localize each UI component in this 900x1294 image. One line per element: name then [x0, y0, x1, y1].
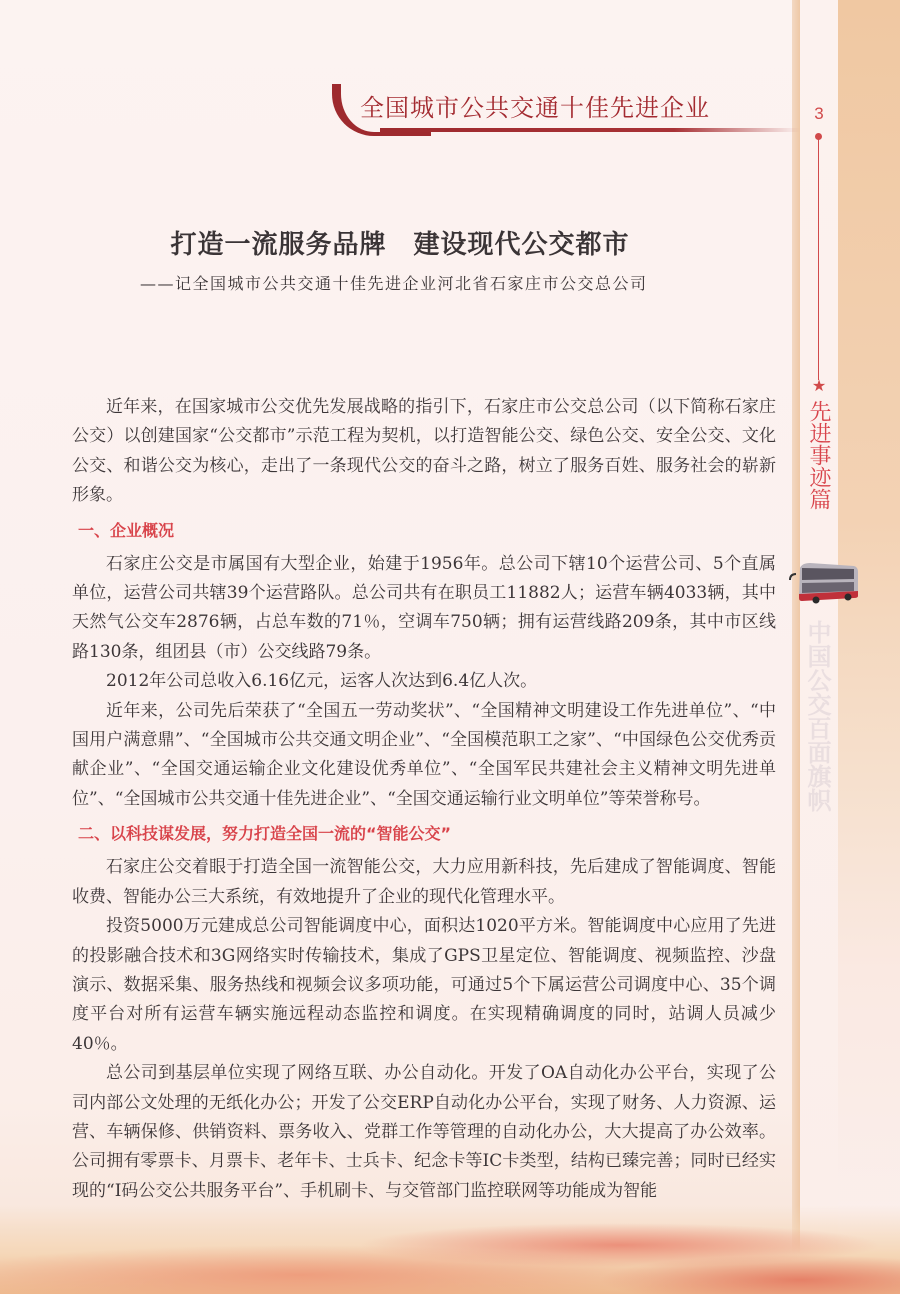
paragraph: 石家庄公交是市属国有大型企业，始建于1956年。总公司下辖10个运营公司、5个直属单位，运营公司共辖39个运营路队。总公司共有在职员工11882人；运营车辆4033辆，其中天然气公交车2876辆，占总车数的71％，空调车750辆；拥有运营线路209条，其中市区线路130条，组团县（市）公交线路79条。 — [72, 553, 776, 662]
star-icon: ★ — [811, 376, 827, 395]
page-number: 3 — [814, 104, 824, 123]
bus-icon — [788, 560, 860, 606]
article-body — [72, 393, 776, 1206]
paragraph: 总公司到基层单位实现了网络互联、办公自动化。开发了OA自动化办公平台，实现了公司内部公文处理的无纸化办公；开发了公交ERP自动化办公平台，实现了财务、人力资源、运营、车辆保修、供销资料、票务收入、党群工作等管理的自动化办公，大大提高了办公效率。公司拥有零票卡、月票卡、老年卡、士兵卡、纪念卡等IC卡类型，结构已臻完善；同时已经实现的“I码公交公共服务平台”、手机刷卡、与交管部门监控联网等功能成为智能 — [72, 1063, 776, 1201]
section-category-title: 先进事迹篇 — [806, 400, 831, 510]
paragraph: 投资5000万元建成总公司智能调度中心，面积达1020平方米。智能调度中心应用了先进的投影融合技术和3G网络实时传输技术，集成了GPS卫星定位、智能调度、视频监控、沙盘演示、数据采集、服务热线和视频会议多项功能，可通过5个下属运营公司调度中心、35个调度平台对所有运营车辆实施远程动态监控和调度。在实现精确调度的同时，站调人员减少40％。 — [72, 916, 776, 1054]
paragraph: 近年来，公司先后荣获了“全国五一劳动奖状”、“全国精神文明建设工作先进单位”、“中国用户满意鼎”、“全国城市公共交通文明企业”、“全国模范职工之家”、“中国绿色公交优秀贡献企业”、“全国交通运输企业文化建设优秀单位”、“全国军民共建社会主义精神文明先进单位”、“全国城市公共交通十佳先进企业”、“全国交通运输行业文明单位”等荣誉称号。 — [72, 700, 776, 809]
header-underline — [380, 128, 800, 132]
side-watermark: 中国公交百面旗帜 — [803, 620, 831, 812]
sidebar-rule — [818, 136, 819, 380]
article-subtitle: ——记全国城市公共交通十佳先进企业河北省石家庄市公交总公司 — [140, 274, 648, 293]
intro-paragraph: 近年来，在国家城市公交优先发展战略的指引下，石家庄市公交总公司（以下简称石家庄公交）以创建国家“公交都市”示范工程为契机，以打造智能公交、绿色公交、安全公交、文化公交、和谐公交为核心，走出了一条现代公交的奋斗之路，树立了服务百姓、服务社会的崭新形象。 — [72, 397, 776, 506]
paragraph: 石家庄公交着眼于打造全国一流智能公交，大力应用新科技，先后建成了智能调度、智能收费、智能办公三大系统，有效地提升了企业的现代化管理水平。 — [72, 857, 776, 907]
side-strip-edge — [792, 0, 800, 1294]
section-heading: 二、以科技谋发展，努力打造全国一流的“智能公交” — [78, 824, 452, 844]
paragraph: 2012年公司总收入6.16亿元，运客人次达到6.4亿人次。 — [106, 671, 538, 692]
decorative-clouds — [0, 1205, 900, 1294]
article-title: 打造一流服务品牌 建设现代公交都市 — [170, 230, 630, 260]
section-heading: 一、企业概况 — [78, 520, 175, 540]
series-header: 全国城市公共交通十佳先进企业 — [360, 94, 710, 122]
